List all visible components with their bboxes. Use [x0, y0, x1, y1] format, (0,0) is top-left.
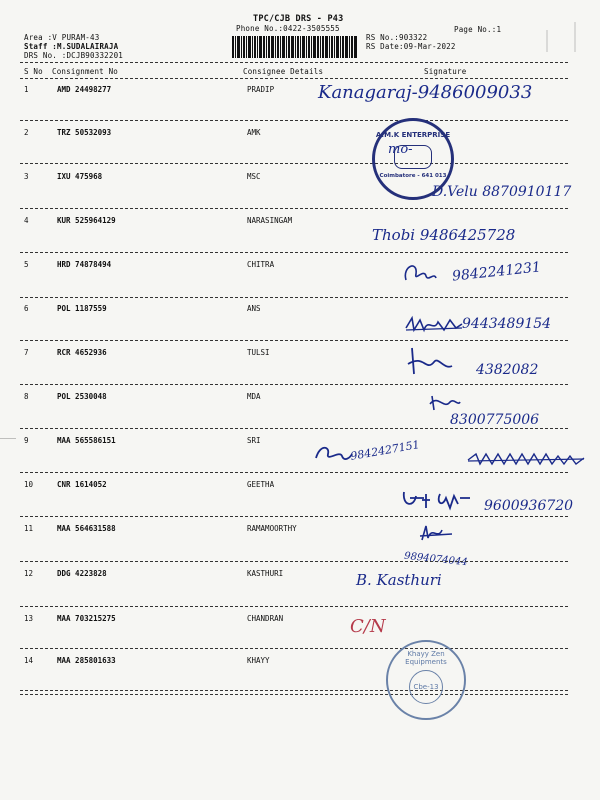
col-signature: Signature — [424, 67, 467, 76]
row-divider — [20, 208, 568, 209]
row-sno: 4 — [24, 216, 29, 225]
row-sno: 3 — [24, 172, 29, 181]
barcode — [232, 36, 357, 58]
row-signature: 9600936720 — [484, 498, 574, 514]
signature-scribble — [400, 258, 440, 288]
row-sno: 14 — [24, 656, 34, 665]
row-consignment: RCR 4652936 — [57, 348, 107, 357]
header-divider-top — [20, 62, 568, 63]
row-sno: 8 — [24, 392, 29, 401]
row-signature: 9894074044 — [403, 550, 469, 569]
row-consignee: AMK — [247, 128, 261, 137]
row-signature: Thobi 9486425728 — [372, 226, 516, 244]
page-number: Page No.:1 — [454, 25, 502, 34]
row-sno: 11 — [24, 524, 34, 533]
table-row — [0, 344, 600, 384]
row-consignee: KHAYY — [247, 656, 270, 665]
table-row — [0, 388, 600, 428]
row-consignee: GEETHA — [247, 480, 275, 489]
row-sno: 7 — [24, 348, 29, 357]
col-sno: S No — [24, 67, 43, 76]
table-row — [0, 82, 600, 122]
row-divider — [20, 163, 568, 164]
row-consignment: HRD 74878494 — [57, 260, 112, 269]
row-sno: 13 — [24, 614, 34, 623]
row-divider — [20, 606, 568, 607]
row-signature: mo- — [388, 142, 413, 157]
row-consignment: MAA 564631588 — [57, 524, 116, 533]
row-consignment: POL 2530048 — [57, 392, 107, 401]
stamp-company-name: Khayy Zen Equipments — [405, 650, 447, 666]
row-divider — [20, 516, 568, 517]
signature-scratch — [466, 452, 586, 468]
row-consignee: CHANDRAN — [247, 614, 284, 623]
row-signature: 9842241231 — [451, 259, 542, 285]
row-consignment: IXU 475968 — [57, 172, 103, 181]
row-divider — [20, 428, 568, 429]
row-sno: 9 — [24, 436, 29, 445]
row-divider — [20, 297, 568, 298]
row-consignment: KUR 525964129 — [57, 216, 116, 225]
row-consignment: MAA 285801633 — [57, 656, 116, 665]
row-consignment: POL 1187559 — [57, 304, 107, 313]
table-row — [0, 124, 600, 164]
row-divider — [20, 384, 568, 385]
row-consignee: KASTHURI — [247, 569, 284, 578]
report-title: TPC/CJB DRS - P43 — [253, 14, 344, 24]
table-row — [0, 476, 600, 516]
row-consignment: AMD 24498277 — [57, 85, 112, 94]
row-divider — [20, 120, 568, 121]
row-consignee: ANS — [247, 304, 261, 313]
row-divider — [20, 472, 568, 473]
table-row — [0, 610, 600, 650]
row-consignee: PRADIP — [247, 85, 275, 94]
staff-field: Staff :M.SUDALAIRAJA — [24, 42, 119, 51]
stamp-center: Cbe-13 — [409, 670, 443, 704]
row-consignment: MAA 703215275 — [57, 614, 116, 623]
table-bottom-rule — [20, 694, 568, 695]
row-signature: B. Kasthuri — [356, 571, 442, 589]
row-divider — [20, 561, 568, 562]
scan-artifact — [546, 30, 548, 52]
signature-scribble — [418, 522, 454, 544]
row-signature: 9443489154 — [462, 316, 552, 332]
row-signature: D.Velu 8870910117 — [432, 184, 572, 200]
row-divider — [20, 252, 568, 253]
row-divider — [20, 690, 568, 691]
row-consignee: MSC — [247, 172, 261, 181]
signature-scribble — [404, 344, 456, 380]
table-row — [0, 520, 600, 569]
table-row — [0, 168, 600, 208]
col-consignment: Consignment No — [52, 67, 119, 76]
table-row — [0, 212, 600, 252]
row-signature: 8300775006 — [450, 412, 540, 428]
row-consignee: NARASINGAM — [247, 216, 293, 225]
row-consignment: CNR 1614052 — [57, 480, 107, 489]
table-row — [0, 256, 600, 296]
row-sno: 5 — [24, 260, 29, 269]
signature-scribble — [404, 314, 464, 336]
row-consignee: RAMAMOORTHY — [247, 524, 297, 533]
row-consignee: CHITRA — [247, 260, 275, 269]
stamp-city: Coimbatore - 641 013 — [379, 173, 447, 179]
table-row — [0, 300, 600, 340]
row-sno: 1 — [24, 85, 29, 94]
row-consignee: MDA — [247, 392, 261, 401]
rs-date: RS Date:09-Mar-2022 — [366, 42, 456, 51]
row-sno: 12 — [24, 569, 34, 578]
phone-number: Phone No.:0422-3505555 — [236, 24, 340, 33]
rs-number: RS No.:903322 — [366, 33, 428, 42]
scan-artifact — [0, 438, 16, 439]
row-divider — [20, 340, 568, 341]
table-row — [0, 652, 600, 692]
signature-scribble — [400, 486, 482, 514]
area-field: Area :V PURAM-43 — [24, 33, 100, 42]
scan-artifact — [574, 22, 576, 52]
row-consignment: MAA 565586151 — [57, 436, 116, 445]
table-row — [0, 432, 600, 472]
row-sno: 2 — [24, 128, 29, 137]
row-consignee: TULSI — [247, 348, 270, 357]
row-signature: Kanagaraj-9486009033 — [318, 82, 533, 103]
stamp-company-name: A.M.K ENTERPRISE — [375, 131, 451, 139]
row-divider — [20, 648, 568, 649]
company-stamp — [372, 118, 454, 200]
row-signature: 9842427151 — [349, 438, 421, 463]
row-signature: 4382082 — [476, 362, 539, 378]
signature-scribble — [312, 440, 354, 466]
table-row — [0, 565, 600, 605]
company-stamp — [386, 640, 466, 720]
header-divider-bottom — [20, 78, 568, 79]
row-consignment: TRZ 50532093 — [57, 128, 112, 137]
drs-number: DRS No. :DCJB90332201 — [24, 51, 124, 60]
row-sno: 10 — [24, 480, 34, 489]
col-consignee: Consignee Details — [243, 67, 324, 76]
row-consignee: SRI — [247, 436, 261, 445]
row-consignment: DDG 4223828 — [57, 569, 107, 578]
signature-scribble — [428, 390, 462, 412]
row-signature: C/N — [350, 616, 386, 637]
row-sno: 6 — [24, 304, 29, 313]
